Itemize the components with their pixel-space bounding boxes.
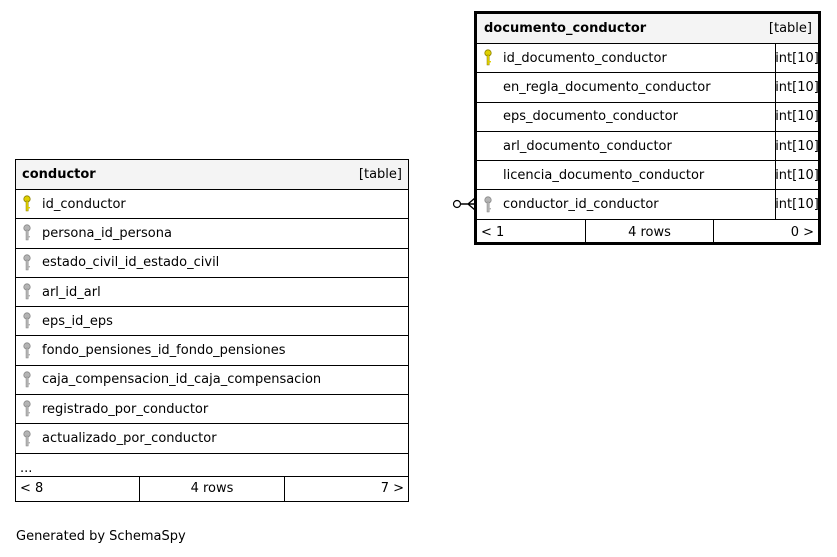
zero-cardinality-marker	[454, 201, 461, 208]
column-row[interactable]	[16, 395, 408, 424]
column-name: conductor_id_conductor	[503, 197, 659, 213]
parents-count[interactable]: < 8	[16, 477, 140, 501]
column-row[interactable]	[477, 103, 818, 132]
column-list	[16, 190, 408, 454]
foreign-key-icon	[22, 371, 34, 389]
row-count: 4 rows	[586, 220, 714, 245]
foreign-key-icon	[22, 342, 34, 360]
foreign-key-icon	[22, 400, 34, 418]
crow-foot-marker	[461, 198, 475, 210]
column-type: int[10]	[775, 73, 818, 101]
column-row[interactable]	[477, 132, 818, 161]
children-count[interactable]: 0 >	[790, 224, 814, 240]
column-name: arl_id_arl	[42, 284, 101, 300]
table-conductor[interactable]	[15, 159, 409, 502]
table-header	[16, 160, 408, 190]
column-row[interactable]	[477, 44, 818, 73]
column-row[interactable]	[16, 278, 408, 307]
column-cell	[477, 132, 775, 160]
column-cell	[16, 395, 408, 423]
table-name[interactable]: conductor	[22, 167, 96, 182]
column-row[interactable]	[16, 307, 408, 336]
column-row[interactable]	[477, 190, 818, 219]
column-name: eps_documento_conductor	[503, 109, 678, 125]
column-type: int[10]	[775, 103, 818, 131]
table-documento-conductor[interactable]	[474, 11, 821, 245]
primary-key-icon	[22, 195, 34, 213]
table-footer	[477, 220, 818, 245]
column-name: registrado_por_conductor	[42, 401, 209, 417]
row-count: 4 rows	[140, 477, 285, 501]
column-cell	[16, 249, 408, 277]
table-kind: [table]	[358, 167, 402, 182]
foreign-key-icon	[483, 196, 495, 214]
column-type: int[10]	[775, 190, 818, 218]
column-name: actualizado_por_conductor	[42, 431, 217, 447]
column-cell	[16, 307, 408, 335]
column-cell	[477, 190, 775, 218]
column-name: persona_id_persona	[42, 225, 172, 241]
table-kind: [table]	[768, 21, 812, 36]
no-key-spacer	[483, 137, 495, 155]
column-name: caja_compensacion_id_caja_compensacion	[42, 372, 322, 388]
table-name[interactable]: documento_conductor	[484, 21, 647, 36]
column-cell	[16, 190, 408, 218]
column-row[interactable]	[16, 424, 408, 453]
column-row[interactable]	[477, 161, 818, 190]
column-row[interactable]	[16, 366, 408, 395]
foreign-key-icon	[22, 430, 34, 448]
column-row[interactable]	[477, 73, 818, 102]
column-cell	[16, 278, 408, 306]
column-cell	[477, 161, 775, 189]
no-key-spacer	[483, 78, 495, 96]
column-name: en_regla_documento_conductor	[503, 79, 711, 95]
column-cell	[16, 336, 408, 364]
column-cell	[16, 424, 408, 452]
foreign-key-icon	[22, 312, 34, 330]
foreign-key-icon	[22, 254, 34, 272]
column-row[interactable]	[16, 249, 408, 278]
column-name: id_documento_conductor	[503, 50, 667, 66]
column-name: eps_id_eps	[42, 313, 113, 329]
foreign-key-icon	[22, 283, 34, 301]
column-cell	[16, 366, 408, 394]
column-name: arl_documento_conductor	[503, 138, 672, 154]
column-row[interactable]	[16, 336, 408, 365]
column-name: fondo_pensiones_id_fondo_pensiones	[42, 343, 286, 359]
generated-by-label: Generated by SchemaSpy	[16, 529, 186, 544]
parents-count[interactable]: < 1	[477, 220, 586, 245]
column-name: estado_civil_id_estado_civil	[42, 255, 220, 271]
column-type: int[10]	[775, 44, 818, 72]
no-key-spacer	[483, 166, 495, 184]
table-header	[477, 14, 818, 44]
foreign-key-icon	[22, 224, 34, 242]
column-name: id_conductor	[42, 196, 126, 212]
no-key-spacer	[483, 108, 495, 126]
column-type: int[10]	[775, 132, 818, 160]
column-list	[477, 44, 818, 220]
column-name: licencia_documento_conductor	[503, 167, 705, 183]
column-cell	[477, 103, 775, 131]
column-row[interactable]	[16, 219, 408, 248]
column-cell	[477, 73, 775, 101]
column-type: int[10]	[775, 161, 818, 189]
table-footer	[16, 477, 408, 501]
primary-key-icon	[483, 49, 495, 67]
column-row[interactable]	[16, 190, 408, 219]
column-cell	[16, 219, 408, 247]
children-count[interactable]: 7 >	[380, 481, 404, 497]
more-columns-indicator: ...	[16, 454, 408, 477]
column-cell	[477, 44, 775, 72]
